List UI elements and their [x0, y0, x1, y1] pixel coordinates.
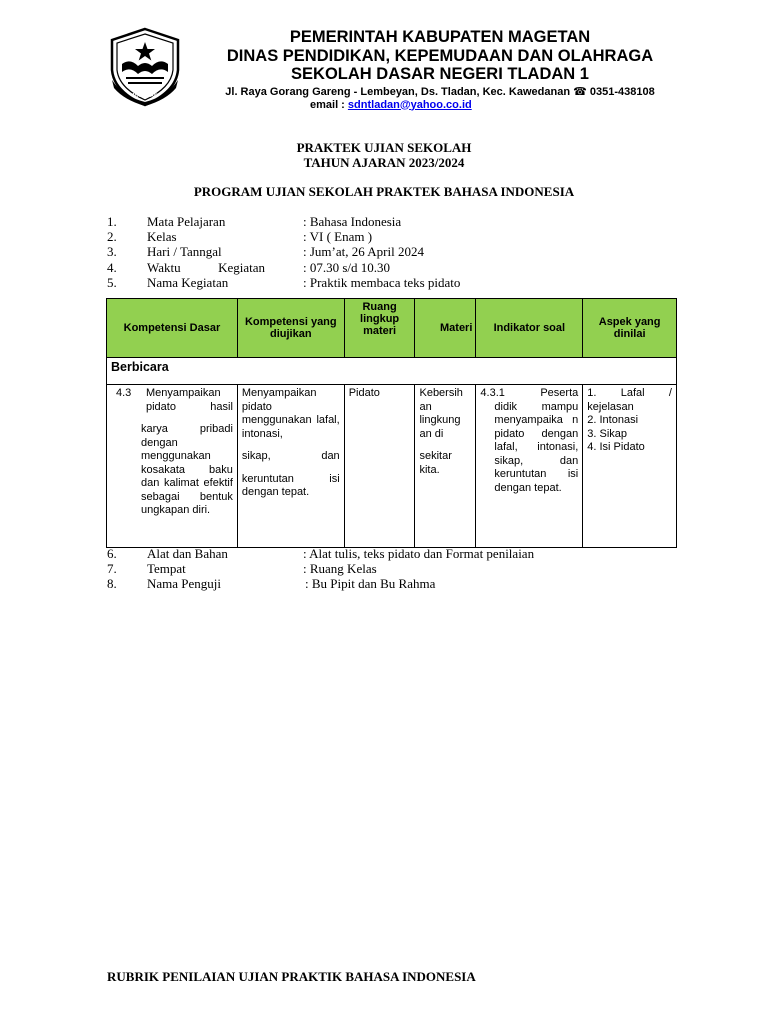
- header-ruang-lingkup: Ruang lingkup materi: [344, 299, 415, 358]
- exam-title: [0, 140, 768, 170]
- rubric-title: RUBRIK PENILAIAN UJIAN PRAKTIK BAHASA INDONESIA: [107, 969, 476, 984]
- info-num: 3.: [107, 244, 117, 260]
- exam-table: [106, 298, 677, 548]
- info-value: : Bu Pipit dan Bu Rahma: [305, 576, 436, 592]
- header-aspek-dinilai: Aspek yang dinilai: [583, 299, 677, 358]
- info-label: Tempat: [147, 561, 186, 577]
- info-num: 5.: [107, 274, 117, 290]
- info-num: 2.: [107, 229, 117, 245]
- aspek-item: 2. Intonasi: [587, 414, 639, 426]
- address-text: Jl. Raya Gorang Gareng - Lembeyan, Ds. Tladan, Kec. Kawedanan: [225, 85, 571, 98]
- info-label: Alat dan Bahan: [147, 546, 228, 561]
- info-num: 8.: [107, 576, 117, 592]
- letterhead-text: [190, 28, 690, 112]
- kd-text-b: karya pribadi dengan menggunakan kosakata baku dan kalimat efektif sebagai bentuk ungkapan diri.: [141, 423, 233, 516]
- komp-text-a: Menyampaikan pidato menggunakan lafal, intonasi,: [241, 387, 340, 440]
- aspek-item: 4. Isi Pidato: [587, 441, 645, 453]
- info-value: : Alat tulis, teks pidato dan Format penilaian: [303, 546, 535, 561]
- department-name: DINAS PENDIDIKAN, KEPEMUDAAN DAN OLAHRAGA: [226, 46, 654, 65]
- info-num: 4.: [107, 259, 117, 275]
- ind-first-line: [480, 387, 578, 401]
- materi-text-b: sekitar kita.: [419, 450, 452, 476]
- cell-materi: [415, 385, 476, 548]
- info-label: Hari / Tanngal: [147, 244, 222, 260]
- header-materi: Materi: [415, 299, 476, 358]
- materi-text-a: Kebersih an lingkung an di: [419, 387, 463, 440]
- ind-number: 4.3.1: [480, 387, 505, 399]
- info-num: 6.: [107, 546, 117, 561]
- info-label-part: Waktu: [147, 259, 181, 275]
- kd-first-line: [111, 387, 233, 414]
- kd-text-a: Menyampaikan pidato hasil: [146, 387, 233, 413]
- letterhead: [0, 0, 768, 110]
- info-label: Nama Penguji: [147, 576, 222, 592]
- header-kompetensi-dasar: Kompetensi Dasar: [107, 299, 238, 358]
- cell-aspek-dinilai: [583, 385, 677, 548]
- aspek-item: 3. Sikap: [587, 427, 628, 440]
- table-row: [107, 385, 677, 548]
- info-label: Nama Kegiatan: [147, 274, 229, 290]
- cell-kompetensi-diujikan: [237, 385, 344, 548]
- info-label-part: Kegiatan: [218, 259, 265, 275]
- gov-name: PEMERINTAH KABUPATEN MAGETAN: [289, 28, 591, 46]
- ind-text-b: didik mampu menyampaika n pidato dengan lafal, intonasi, sikap, dan keruntutan isi dengan tepat.: [494, 400, 579, 494]
- info-num: 7.: [107, 561, 117, 577]
- magetan-emblem-icon: [104, 26, 186, 108]
- phone-icon: ☎: [573, 85, 587, 98]
- header-indikator-soal: Indikator soal: [476, 299, 583, 358]
- info-value: : VI ( Enam ): [303, 229, 373, 245]
- info-label: Kelas: [147, 229, 177, 245]
- logo-text: MAGETAN: [132, 93, 158, 99]
- exam-title-line1: PRAKTEK UJIAN SEKOLAH: [296, 140, 472, 155]
- header-kompetensi-diujikan: Kompetensi yang diujikan: [237, 299, 344, 358]
- school-name: SEKOLAH DASAR NEGERI TLADAN 1: [291, 65, 589, 83]
- email-link[interactable]: sdntladan@yahoo.co.id: [347, 98, 472, 111]
- program-title: PROGRAM UJIAN SEKOLAH PRAKTEK BAHASA INDONESIA: [193, 184, 575, 199]
- info-value: : Jum’at, 26 April 2024: [303, 244, 424, 260]
- info-value: : 07.30 s/d 10.30: [303, 259, 391, 275]
- phone-number: 0351-438108: [589, 85, 655, 98]
- info-value: : Ruang Kelas: [303, 561, 377, 577]
- section-row: [107, 358, 677, 385]
- cell-indikator-soal: [476, 385, 583, 548]
- info-num: 1.: [107, 214, 117, 229]
- school-address: [190, 85, 690, 99]
- info-label: [147, 260, 265, 275]
- komp-text-b: sikap, dan: [241, 450, 340, 462]
- ind-text-a: Peserta: [540, 387, 579, 399]
- exam-title-line2: TAHUN AJARAN 2023/2024: [303, 155, 465, 170]
- aspek-item: 1. Lafal / kejelasan: [587, 387, 672, 413]
- komp-text-c: keruntutan isi dengan tepat.: [241, 472, 340, 498]
- section-title: Berbicara: [107, 358, 677, 385]
- cell-kompetensi-dasar: [107, 385, 238, 548]
- cell-ruang-lingkup: Pidato: [344, 385, 415, 548]
- table-header-row: [107, 299, 677, 358]
- info-value: : Praktik membaca teks pidato: [303, 274, 461, 290]
- info-label: Mata Pelajaran: [147, 214, 226, 229]
- info-value: : Bahasa Indonesia: [303, 214, 402, 229]
- school-email: [190, 99, 690, 112]
- kd-number: 4.3: [116, 387, 132, 399]
- email-label: email :: [310, 98, 345, 111]
